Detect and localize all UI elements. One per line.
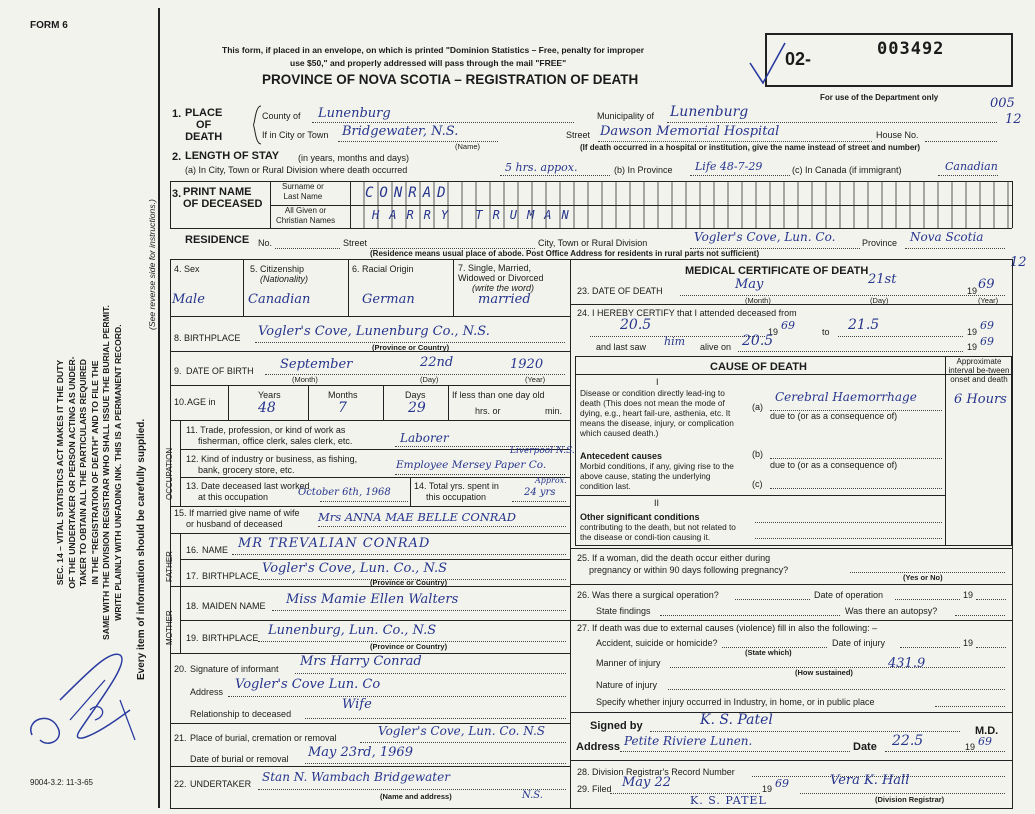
given-value: HARRY TRUMAN [372,208,579,222]
antecedent-label: Antecedent causes [580,451,663,461]
name-label: PRINT NAME OF DECEASED [183,186,263,210]
citizenship-label: 5. Citizenship (Nationality) [250,264,309,284]
industry-label: 12. Kind of industry or business, as fishing, bank, grocery store, etc. [186,454,358,475]
mother-bp-hint: (Province or Country) [370,642,448,651]
printed-physician-name: K. S. PATEL [690,794,767,807]
attended-to-year: 69 [980,319,994,332]
registrar-signature: Vera K. Hall [830,773,910,788]
filed-year-prefix: 19 [762,784,773,794]
margin-code-2: 12 [1005,112,1022,127]
residence-note: (Residence means usual place of abode. Post Office Address for residents in rural parts not sufficient) [370,249,760,258]
dod-day-hint: (Day) [870,296,889,305]
roman-two: II [654,498,660,508]
last-seen-year: 69 [980,335,994,348]
residence-city: Vogler's Cove, Lun. Co. [694,230,836,244]
hrs-label: hrs. or [475,406,501,416]
residence-label: RESIDENCE [185,234,250,246]
last-worked-value: October 6th, 1968 [298,487,391,498]
dob-label: DATE OF BIRTH [186,366,254,376]
dod-year: 69 [978,277,995,292]
racial-label: 6. Racial Origin [352,264,414,274]
medical-title: MEDICAL CERTIFICATE OF DEATH [685,265,869,277]
stay-a-value: 5 hrs. appox. [505,161,578,174]
father-name-value: MR TREVALIAN CONRAD [238,536,431,551]
mother-name-label: MAIDEN NAME [202,601,266,611]
q26-label: 26. Was there a surgical operation? [577,590,719,600]
place-num: 1. [172,108,182,120]
age-label: AGE in [187,397,216,407]
cause-a-mark: (a) [752,402,763,412]
manner-label: Manner of injury [596,658,661,668]
informant-addr-label: Address [190,687,224,697]
attended-from-year: 69 [781,319,795,332]
hospital-note: (If death occurred in a hospital or institution, give the name instead of street and number) [580,143,921,152]
months-label: Months [328,390,358,400]
surname-value: CONRAD [365,185,452,201]
informant-num: 20. [174,664,187,674]
last-seen-year-prefix: 19 [967,342,978,352]
burial-date-value: May 23rd, 1969 [308,745,413,760]
specify-label: Specify whether injury occurred in Industry, in home, or in public place [596,697,875,707]
roman-one: I [656,377,659,387]
address-label: Address [576,741,621,753]
op-date-label: Date of operation [814,590,884,600]
sex-value: Male [172,292,205,307]
years-label: Years [258,390,281,400]
birthplace-value: Vogler's Cove, Lunenburg Co., N.S. [258,324,490,339]
header-notice-1: This form, if placed in an envelope, on which is printed "Dominion Statistics – Free, penalty for improper [222,45,645,55]
due-label-1: due to (or as a consequence of) [770,411,898,421]
side-notice: SEC. 14 – VITAL STATISTICS ACT MAKES IT THE DUTY OF THE UNDERTAKER OR PERSON ACTING AS UNDER- TAKER TO OBTAIN ALL THE PARTICULARS REQUIRED IN THE "REGISTRATION OF DEATH" AND TO FILE THE SAME WITH THE DIVISION REGISTRAR WHO SHALL ISSUE THE BURIAL PERMIT. WRITE PLAINLY WITH UNFADING INK. THIS IS A PERMANENT RECORD. [55,305,123,640]
reg-number: 003492 [877,39,945,59]
dod-day: 21st [868,272,897,287]
mother-name-value: Miss Mamie Ellen Walters [286,592,459,607]
side-note-supplied: Every item of information should be carefully supplied. [136,418,147,680]
physician-date: 22.5 [892,733,924,749]
father-bp-value: Vogler's Cove, Lun. Co., N.S [262,561,448,576]
birthplace-label: 8. BIRTHPLACE [174,333,241,343]
from-year-prefix: 19 [768,327,779,337]
form-id: FORM 6 [30,20,68,31]
stay-b-label: (b) In Province [614,165,673,175]
burial-place-label: Place of burial, cremation or removal [190,733,337,743]
dob-year: 1920 [510,357,544,372]
reg-prefix: 02- [785,49,812,69]
injury-date-label: Date of injury [832,638,886,648]
father-bp-num: 17. [186,571,199,581]
stay-b-value: Life 48-7-29 [695,160,763,173]
county-label: County of [262,111,301,121]
attended-from: 20.5 [620,317,652,333]
age-years: 48 [258,400,276,416]
name-num: 3. [172,188,182,200]
filed-date: May 22 [622,775,672,790]
father-bp-label: BIRTHPLACE [202,571,259,581]
citizenship-value: Canadian [248,292,311,307]
days-label: Days [405,390,426,400]
date-label: Date [853,741,877,753]
q25-label: 25. If a woman, did the death occur either during pregnancy or within 90 days following pregnancy? [577,553,789,575]
given-label: All Given or Christian Names [276,206,336,225]
manner-code: 431.9 [888,656,926,671]
autopsy-label: Was there an autopsy? [845,606,938,616]
yes-no-hint: (Yes or No) [903,573,943,582]
last-worked-label: 13. Date deceased last worked at this occupation [186,481,310,502]
mother-bp-value: Lunenburg, Lun. Co., N.S [268,623,437,638]
signed-label: Signed by [590,720,643,732]
dob-month: September [280,357,353,372]
registrar-hint: (Division Registrar) [875,795,945,804]
city-label: If in City or Town [262,130,329,140]
interval-a-value: 6 Hours [954,392,1007,407]
county-value: Lunenburg [318,106,391,121]
q27-label: 27. If death was due to external causes (violence) fill in also the following: – [577,623,878,633]
dod-month: May [735,277,764,292]
cause-title: CAUSE OF DEATH [710,361,807,373]
stay-c-label: (c) In Canada (if immigrant) [792,165,902,175]
undertaker-hint: (Name and address) [380,792,452,801]
mother-side-label: MOTHER [165,610,174,645]
father-side-label: FATHER [165,551,174,582]
municipality-value: Lunenburg [670,104,749,120]
trade-label: 11. Trade, profession, or kind of work as fisherman, office clerk, sales clerk, etc. [186,425,353,446]
marital-value: married [478,292,531,307]
dept-use-label: For use of the Department only [820,93,939,102]
dod-year-hint: (Year) [978,296,999,305]
print-code: 9004-3.2: 11-3-65 [30,778,94,787]
informant-relationship: Wife [342,697,372,712]
father-bp-hint: (Province or Country) [370,578,448,587]
cause-b-mark: (b) [752,449,763,459]
age-months: 7 [338,400,347,416]
residence-no-label: No. [258,238,273,248]
occupation-side-label: OCCUPATION [165,447,174,500]
informant-sig-label: Signature of informant [190,664,279,674]
to-year-prefix: 19 [967,327,978,337]
burial-date-label: Date of burial or removal [190,754,289,764]
md-label: M.D. [975,725,999,737]
certify-label: 24. I HEREBY CERTIFY that I attended deceased from [577,308,797,318]
cause-c-mark: (c) [752,479,763,489]
last-seen-word: him [664,335,686,348]
interval-label: Approximate interval be-tween onset and death [948,357,1010,384]
residence-street-label: Street [343,238,368,248]
due-label-2: due to (or as a consequence of) [770,460,898,470]
stay-label: LENGTH OF STAY [185,150,280,162]
form-title: PROVINCE OF NOVA SCOTIA – REGISTRATION OF DEATH [262,72,639,87]
sex-label: 4. Sex [174,264,200,274]
disease-label: Disease or condition directly lead-ing to death (This does not mean the mode of dying, e.g., heart fail-ure, asthenia, etc. It means the disease, injury, or complication which caused death.) [580,388,734,438]
dob-year-hint: (Year) [525,375,546,384]
cause-a-value: Cerebral Haemorrhage [775,390,917,404]
municipality-label: Municipality of [597,111,655,121]
dob-day: 22nd [420,355,454,370]
street-value: Dawson Memorial Hospital [600,124,780,139]
place-label: PLACE OF DEATH [185,107,223,143]
undertaker-extra: N.S. [522,790,543,801]
attended-to: 21.5 [848,317,880,333]
informant-address: Vogler's Cove Lun. Co [235,677,381,692]
min-label: min. [545,406,563,416]
side-note-reverse: (See reverse side for instructions.) [147,199,157,330]
findings-label: State findings [596,606,651,616]
antecedent-text: Morbid conditions, if any, giving rise to the above cause, stating the underlying condition last. [580,461,734,491]
mother-name-num: 18. [186,601,199,611]
trade-value: Laborer [400,431,449,445]
stay-c-value: Canadian [945,160,998,173]
mother-bp-num: 19. [186,633,199,643]
surname-label: Surname or Last Name [282,182,324,201]
age-num: 10. [174,397,187,407]
physician-date-year: 69 [978,735,992,748]
alive-label: alive on [700,342,732,352]
stay-hint: (in years, months and days) [298,153,410,163]
undertaker-label: UNDERTAKER [190,779,252,789]
to-label: to [822,327,830,337]
birthplace-hint: (Province or Country) [372,343,450,352]
total-years-value: 24 yrs [524,487,556,498]
signed-value: K. S. Patel [700,712,773,728]
burial-num: 21. [174,733,187,743]
dod-year-prefix: 19 [967,286,978,296]
city-value: Bridgewater, N.S. [342,124,459,139]
wife-value: Mrs ANNA MAE BELLE CONRAD [318,510,516,524]
margin-signature-icon [20,640,145,760]
age-days: 29 [408,400,426,416]
dob-day-hint: (Day) [420,375,439,384]
undertaker-num: 22. [174,779,187,789]
undertaker-value: Stan N. Wambach Bridgewater [262,770,450,784]
total-years-extra: Approx. [535,476,567,485]
state-which-hint: (State which) [745,648,792,657]
dob-month-hint: (Month) [292,375,318,384]
last-seen-label: and last saw [596,342,647,352]
informant-rel-label: Relationship to deceased [190,709,292,719]
dod-label: 23. DATE OF DEATH [577,286,663,296]
how-sustained-hint: (How sustained) [795,668,853,677]
total-years-label: 14. Total yrs. spent in this occupation [414,481,499,502]
industry-extra: Liverpool N.S. [510,446,575,456]
last-seen-value: 20.5 [742,333,774,349]
industry-value: Employee Mersey Paper Co. [396,459,547,471]
margin-signature [20,700,24,701]
nature-label: Nature of injury [596,680,658,690]
accident-label: Accident, suicide or homicide? [596,638,718,648]
residence-province: Nova Scotia [910,230,984,244]
check-mark-icon [745,38,790,88]
q28-label: 28. Division Registrar's Record Number [577,767,735,777]
house-label: House No. [876,130,919,140]
racial-value: German [362,292,415,307]
dob-num: 9. [174,366,182,376]
residence-province-label: Province [862,238,898,248]
residence-city-label: City, Town or Rural Division [538,238,648,248]
physician-address: Petite Riviere Lunen. [624,734,753,748]
physician-date-year-prefix: 19 [965,742,976,752]
header-notice-2: use $50," and properly addressed will pass through the mail "FREE" [290,58,567,68]
margin-code-1: 005 [990,96,1015,111]
street-label: Street [566,130,591,140]
wife-label: 15. If married give name of wife or husband of deceased [174,508,300,529]
injury-year-prefix: 19 [963,638,974,648]
registration-number-box [765,33,1013,87]
father-name-label: NAME [202,545,229,555]
residence-margin-code: 12 [1010,255,1027,270]
less-than-day-label: If less than one day old [452,390,545,400]
burial-place-value: Vogler's Cove, Lun. Co. N.S [378,724,545,738]
stay-num: 2. [172,151,182,163]
informant-signature: Mrs Harry Conrad [300,654,422,669]
marital-label: 7. Single, Married, Widowed or Divorced (write the word) [458,263,544,293]
mother-bp-label: BIRTHPLACE [202,633,259,643]
father-name-num: 16. [186,545,199,555]
q29-label: 29. Filed [577,784,612,794]
other-label: Other significant conditions [580,512,700,522]
op-year-prefix: 19 [963,590,974,600]
city-name-hint: (Name) [455,142,481,151]
filed-year: 69 [775,777,789,790]
other-text: contributing to the death, but not related to the disease or condi-tion causing it. [580,522,736,542]
dod-month-hint: (Month) [745,296,771,305]
stay-a-label: (a) In City, Town or Rural Division where death occurred [185,165,408,175]
